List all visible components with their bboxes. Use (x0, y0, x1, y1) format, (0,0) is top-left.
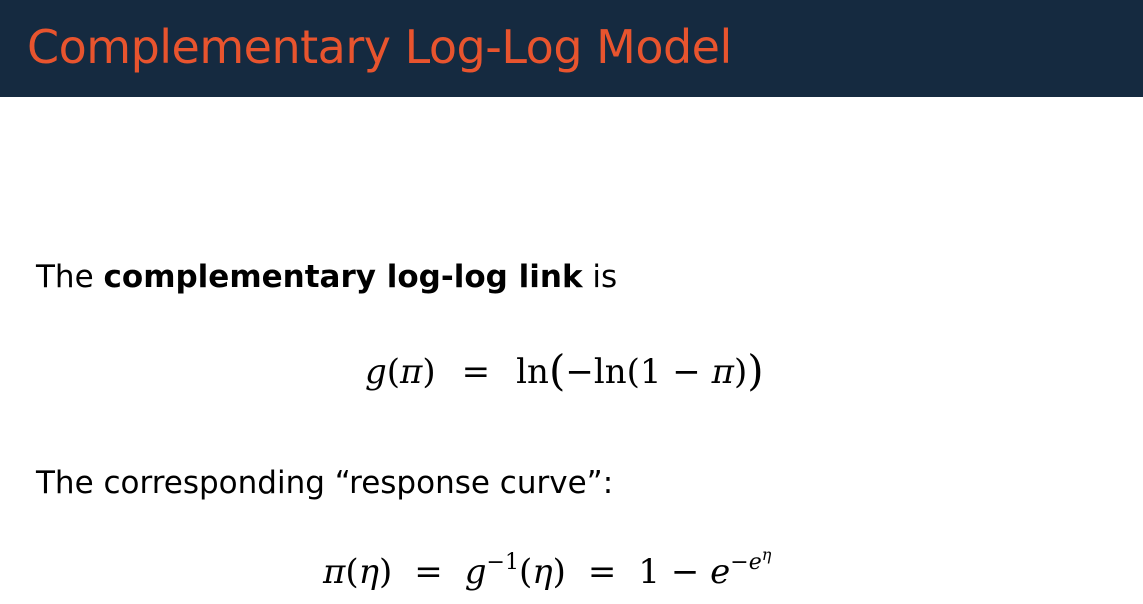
eq2-eta: η (358, 552, 379, 592)
slide-header (0, 0, 1143, 97)
eq2-inverse: −1 (486, 550, 519, 575)
link-definition-text (36, 259, 618, 295)
eq2-open: ( (345, 552, 359, 592)
eq1-close: ) (422, 352, 436, 392)
eq1-pi-inner: π (711, 352, 734, 392)
eq2-equals-2: = (587, 552, 617, 592)
eq2-exp-minus: − (730, 550, 749, 575)
eq2-close: ) (379, 552, 393, 592)
bold-term: complementary log-log link (103, 259, 583, 295)
eq1-g: g (365, 352, 387, 392)
text-suffix: is (582, 259, 618, 295)
eq1-big-close: ) (747, 346, 764, 395)
response-equation (323, 545, 772, 592)
eq2-g: g (464, 552, 487, 592)
slide-title: Complementary Log-Log Model (27, 20, 732, 74)
link-equation (365, 346, 764, 395)
eq2-one-minus: 1 − (638, 552, 711, 592)
eq2-exp-e: e (748, 550, 762, 575)
eq2-exponent (730, 545, 772, 575)
eq2-exp-eta: η (761, 545, 772, 564)
text-prefix: The (36, 259, 104, 295)
eq2-g-open: ( (518, 552, 533, 592)
eq1-big-open: ( (548, 346, 566, 395)
eq2-equals-1: = (414, 552, 443, 592)
eq1-equals: = (461, 352, 491, 392)
eq2-eta-2: η (532, 552, 553, 592)
eq1-pi: π (400, 352, 423, 392)
eq2-e: e (710, 552, 731, 592)
eq1-minus: − (565, 352, 594, 392)
eq2-g-close: ) (552, 552, 566, 592)
eq1-ln-outer: ln (516, 352, 549, 392)
response-curve-text: The corresponding “response curve”: (36, 465, 614, 501)
eq1-inner-close: ) (733, 352, 748, 392)
eq2-pi: π (323, 552, 346, 592)
eq1-open: ( (386, 352, 401, 392)
eq1-ln-inner: ln(1 − (593, 352, 712, 392)
